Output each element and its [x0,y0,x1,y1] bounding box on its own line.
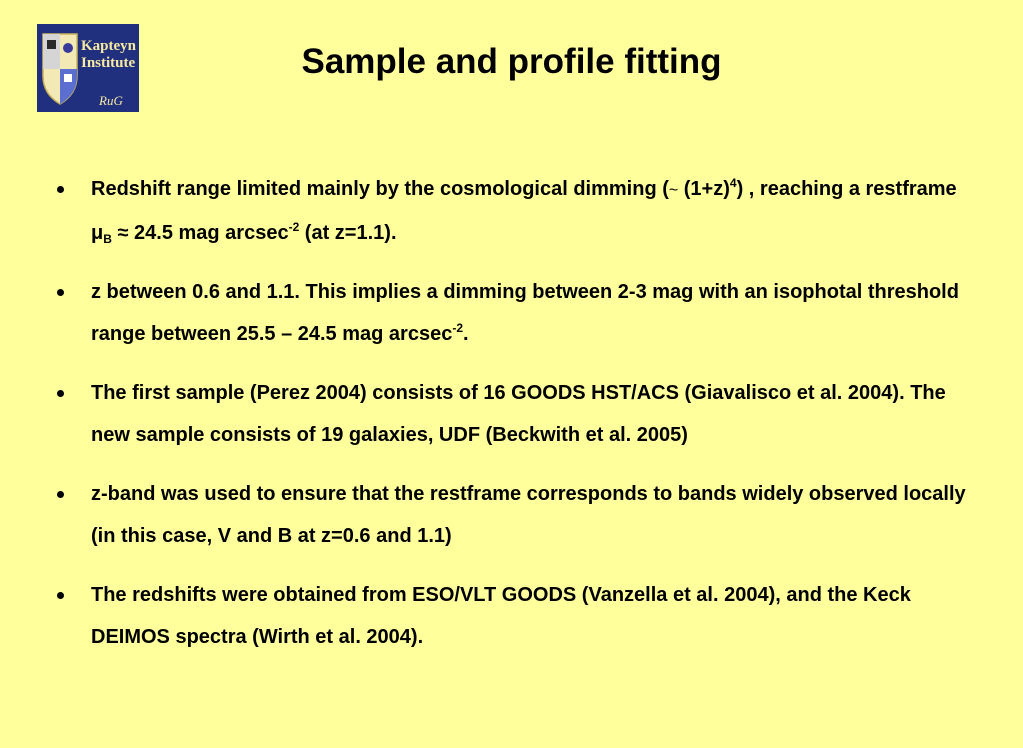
bullet-dot [57,186,64,193]
page-title: Sample and profile fitting [301,42,722,81]
bullet-dot [57,289,64,296]
bullet-list [0,168,1023,675]
bullet-dot [57,491,64,498]
bullet-item-redshift-sources: The redshifts were obtained from ESO/VLT GOODS (Vanzella et al. 2004), and the Keck DEIMOS spectra (Wirth et al. 2004). [0,574,1023,658]
bullet-item-redshift-range: Redshift range limited mainly by the cosmological dimming (~ $(1+z)^4$) , reaching a restframe $\mu_B \approx 24.5$ mag arcsec$^{-2}$ (at z=1.1). [0,168,1023,254]
bullet-dot [57,592,64,599]
logo-line1: Kapteyn [81,38,137,54]
logo-badge: RuG [99,93,123,108]
bullet-dot [57,390,64,397]
bullet-item-sample: The first sample (Perez 2004) consists of 16 GOODS HST/ACS (Giavalisco et al. 2004). The new sample consists of 19 galaxies, UDF (Beckwith et al. 2005) [0,372,1023,456]
bullet-item-z-band: z-band was used to ensure that the restframe corresponds to bands widely observed locally (in this case, V and B at z=0.6 and 1.1) [0,473,1023,557]
tilde-symbol: ~ [668,182,679,199]
bullet-item-z-range: z between 0.6 and 1.1. This implies a dimming between 2-3 mag with an isophotal threshold range between 25.5 – 24.5 mag arcsec$^{-2}$. [0,271,1023,355]
logo-line2: Institute [81,55,136,71]
